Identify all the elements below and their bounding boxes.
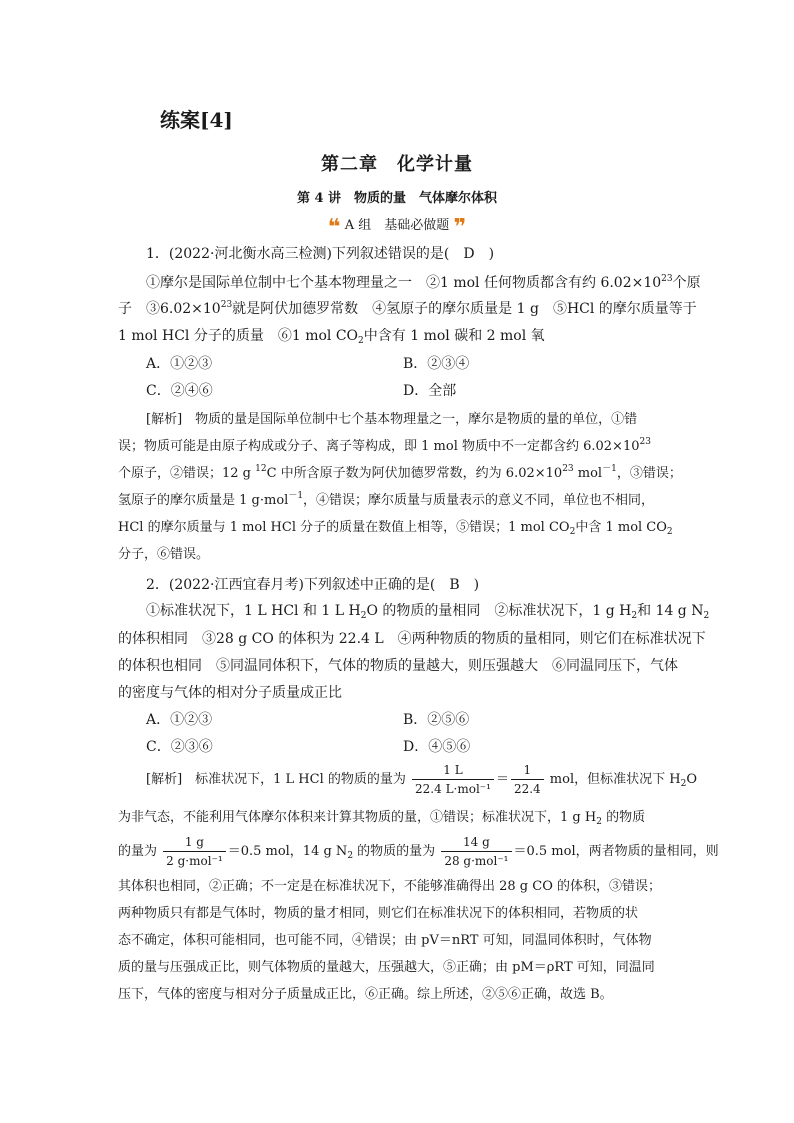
group-heading	[0, 214, 794, 240]
q1-line-1: ①摩尔是国际单位制中七个基本物理量之一 ②1 mol 任何物质都含有约 $6.02\times 10^{23}$个原	[146, 274, 701, 291]
q2-analysis-2: 为非气态，不能利用气体摩尔体积来计算其物质的量，①错误；标准状况下，1 g $H_2$ 的物质	[118, 810, 646, 827]
q2-analysis-3: 的量为 $\frac{1 g}{\text{2 g·mol⁻¹}}$ ＝0.5 mol，14 g $N_2$ 的物质的量为 $\frac{14 g}{\text{28 g·mol⁻¹}}$ ＝0.5 mol，两者物质的量相同，则	[118, 835, 719, 868]
q2-analysis-1: [解析] 标准状况下，1 L HCl 的物质的量为 $\frac{1 L}{\text{22.4 L·mol⁻¹}}$ ＝ $\frac{1}{22.4}$ mol，但标准状况下 $H_2O$	[146, 763, 697, 796]
q2-stem: 2．(2022·江西宜春月考)下列叙述中正确的是( B )	[146, 577, 480, 593]
q2-line-1: ①标准状况下，1 L HCl 和 1 L $H_2O$ 的物质的量相同 ②标准状况下，1 g $H_2$和 14 g $N_2$	[146, 603, 710, 621]
q1-analysis-3: 个原子，②错误；12 g $^{12}$C 中所含原子数为阿伏加德罗常数，约为 $6.02\times 10^{23}$ mol$^{-1}$，③错误；	[118, 464, 682, 481]
q1-option-c: C．②④⑥	[146, 383, 213, 399]
q1-analysis-4: 氢原子的摩尔质量是 1 g·mol$^{-1}$，④错误；摩尔质量与质量表示的意义不同，单位也不相同，	[118, 491, 655, 508]
q1-line-2: 子 $③6.02\times 10^{23}$就是阿伏加德罗常数 ④氢原子的摩尔质量是 1 g ⑤HCl 的摩尔质量等于	[118, 300, 697, 317]
fraction-3: $\frac{1 g}{\text{2 g·mol⁻¹}}$	[163, 834, 226, 869]
q1-option-b: B．②③④	[403, 356, 470, 372]
q1-stem: 1．(2022·河北衡水高三检测)下列叙述错误的是( D )	[146, 246, 495, 262]
q2-option-d: D．④⑤⑥	[403, 739, 471, 755]
q2-analysis-6: 态不确定，体积可能相同，也可能不同，④错误；由 pV＝nRT 可知，同温同体积时，气体物	[118, 933, 652, 948]
fraction-2: $\frac{1}{22.4}$	[511, 762, 544, 797]
lecture-title: 第 4 讲 物质的量 气体摩尔体积	[296, 191, 498, 206]
fraction-4: $\frac{14 g}{\text{28 g·mol⁻¹}}$	[441, 834, 511, 869]
q2-line-3: 的体积也相同 ⑤同温同体积下，气体的物质的量越大，则压强越大 ⑥同温同压下，气体	[118, 658, 678, 674]
q2-analysis-7: 质的量与压强成正比，则气体物质的量越大，压强越大，⑤正确；由 pM＝ρRT 可知，同温同	[118, 960, 655, 975]
chapter-title: 第二章 化学计量	[321, 154, 473, 175]
q1-option-d: D．全部	[403, 383, 457, 399]
q1-line-3: 1 mol HCl 分子的质量 ⑥1 mol $CO_2$中含有 1 mol 碳和 2 mol 氧	[118, 328, 545, 346]
q2-option-b: B．②⑤⑥	[403, 712, 470, 728]
fraction-1: $\frac{1 L}{\text{22.4 L·mol⁻¹}}$	[412, 762, 494, 797]
q2-option-c: C．②③⑥	[146, 739, 213, 755]
q2-line-4: 的密度与气体的相对分子质量成正比	[118, 685, 342, 701]
q1-analysis-2: 误；物质可能是由原子构成或分子、离子等构成，即 1 mol 物质中不一定都含约 $6.02\times 10^{23}$	[118, 437, 651, 454]
q2-analysis-8: 压下，气体的密度与相对分子质量成正比，⑥正确。综上所述，②⑤⑥正确，故选 B。	[118, 987, 613, 1002]
q2-analysis-4: 其体积也相同，②正确；不一定是在标准状况下，不能够准确得出 28 g CO 的体积，③错误；	[118, 879, 661, 894]
q1-analysis-6: 分子，⑥错误。	[118, 547, 210, 562]
close-quote-icon: ❞	[453, 215, 467, 240]
group-label: A 组 基础必做题	[344, 218, 450, 233]
q1-option-a: A．①②③	[146, 356, 213, 372]
q1-analysis-5: HCl 的摩尔质量与 1 mol HCl 分子的质量在数值上相等，⑤错误；1 mol $CO_2$中含 1 mol $CO_2$	[118, 520, 673, 537]
q1-analysis-1: [解析] 物质的量是国际单位制中七个基本物理量之一，摩尔是物质的量的单位，①错	[146, 412, 638, 427]
q2-line-2: 的体积相同 ③28 g CO 的体积为 22.4 L ④两种物质的物质的量相同，则它们在标准状况下	[118, 631, 706, 647]
open-quote-icon: ❝	[327, 215, 341, 240]
q2-analysis-5: 两种物质只有都是气体时，物质的量才相同，则它们在标准状况下的体积相同，若物质的状	[118, 906, 639, 921]
q2-option-a: A．①②③	[146, 712, 213, 728]
lesson-number: 练案[4]	[160, 108, 233, 132]
